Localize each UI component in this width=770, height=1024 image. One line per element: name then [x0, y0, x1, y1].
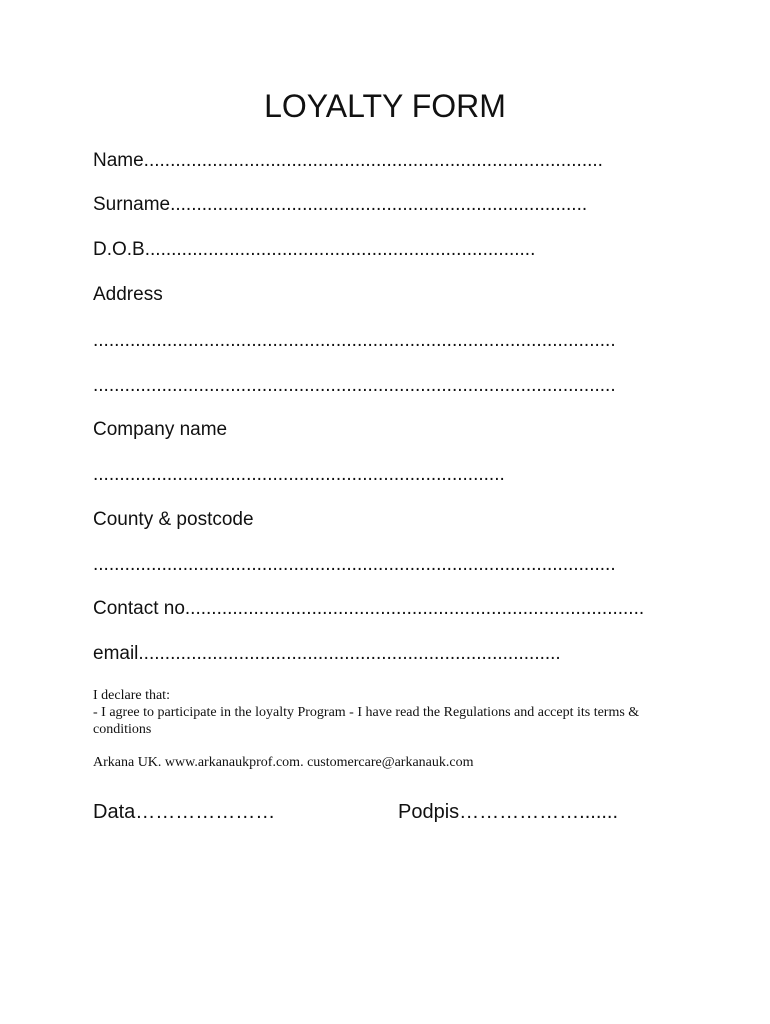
declaration-heading: I declare that: [93, 688, 170, 703]
company-name-line[interactable]: .............................................................................. [93, 464, 505, 485]
address-label: Address [93, 284, 163, 305]
surname-field[interactable]: Surname............................................................................... [93, 194, 588, 215]
date-signature-field[interactable]: Data………………… [93, 801, 276, 823]
contact-no-field[interactable]: Contact no....................................................................................... [93, 598, 645, 619]
declaration-text: - I agree to participate in the loyalty Program - I have read the Regulations and accept its terms & conditions [93, 705, 640, 737]
name-field[interactable]: Name....................................................................................... [93, 150, 603, 171]
county-postcode-label: County & postcode [93, 509, 254, 530]
dob-field[interactable]: D.O.B.......................................................................... [93, 239, 536, 260]
company-name-label: Company name [93, 419, 228, 440]
company-contact-info: Arkana UK. www.arkanaukprof.com. customercare@arkanauk.com [93, 755, 474, 770]
declaration-block [93, 687, 673, 738]
county-postcode-line[interactable]: ................................................................................................... [93, 554, 616, 575]
address-line-2[interactable]: ................................................................................................... [93, 375, 616, 396]
address-line-1[interactable]: ................................................................................................... [93, 330, 616, 351]
podpis-signature-field[interactable]: Podpis………………....... [398, 801, 619, 823]
email-field[interactable]: email................................................................................ [93, 643, 561, 664]
form-title: LOYALTY FORM [264, 88, 506, 124]
